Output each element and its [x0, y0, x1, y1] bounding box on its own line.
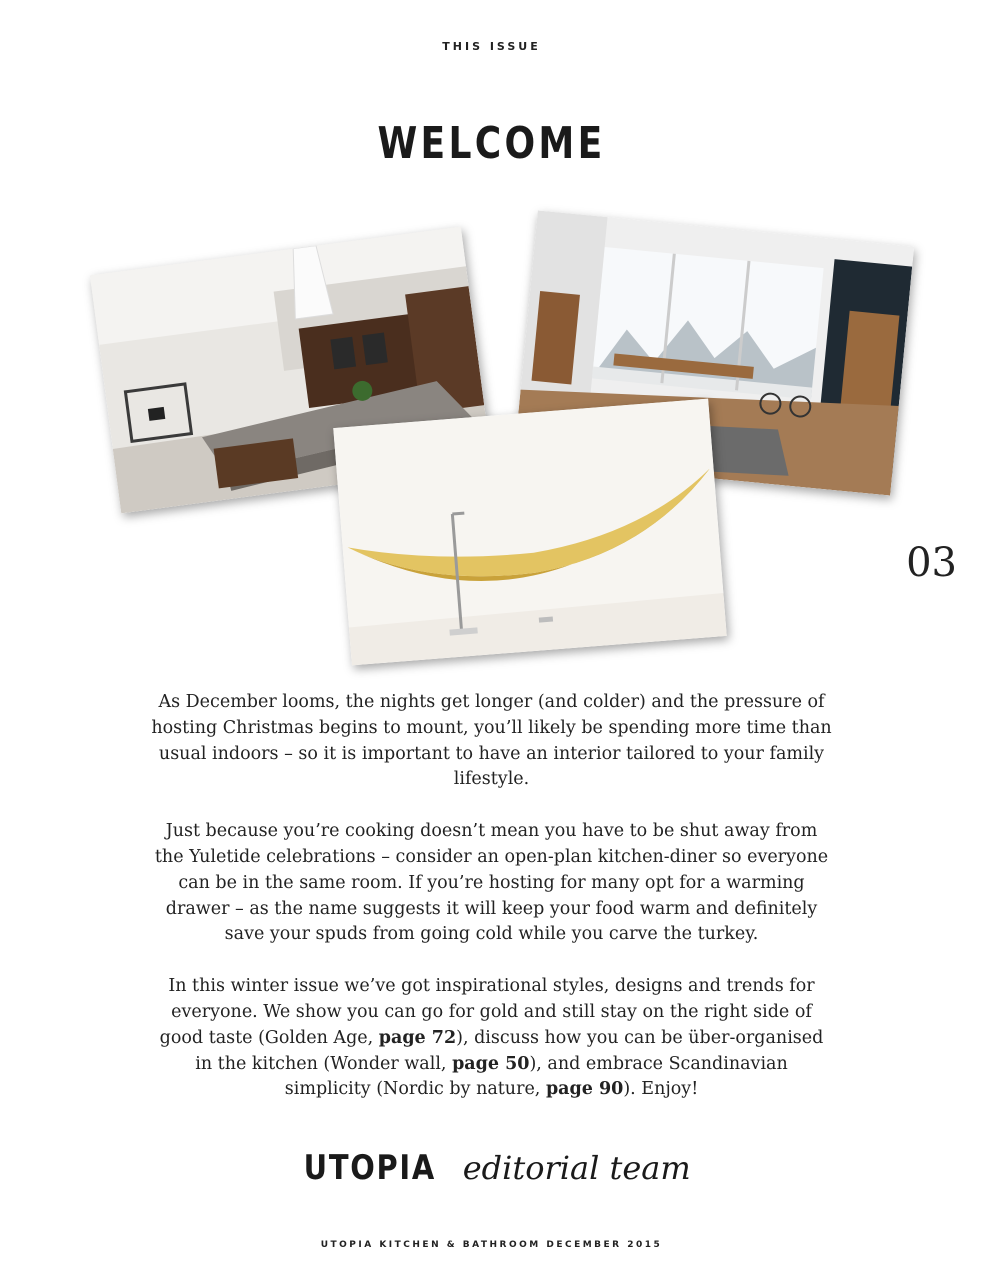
- signature-brand: UTOPIA: [303, 1148, 437, 1188]
- issue-text-4: ). Enjoy!: [623, 1079, 699, 1100]
- signature-script: editorial team: [462, 1149, 691, 1187]
- section-kicker: THIS ISSUE: [442, 40, 541, 53]
- paragraph-kitchen: Just because you’re cooking doesn’t mean you have to be shut away from the Yuletide celebrations – consider an open-plan kitchen-diner so everyone can be in the same room. If you’re hosting for many opt for a warming drawer – as the name suggests it will keep your food warm and definitely save your spuds from going cold while you carve the turkey.: [154, 821, 829, 945]
- paragraph-issue: [150, 974, 833, 1103]
- page-footer: UTOPIA KITCHEN & BATHROOM DECEMBER 2015: [320, 1240, 663, 1250]
- page-title: WELCOME: [377, 118, 606, 169]
- issue-text-2: ), discuss how you can be über-organised in the kitchen (Wonder wall,: [195, 1027, 824, 1074]
- golden-bath-photo: [333, 399, 727, 666]
- page-ref-wonder-wall[interactable]: page 50: [452, 1053, 530, 1074]
- issue-text-1: In this winter issue we’ve got inspirational styles, designs and trends for everyone. We show you can go for gold and still stay on the right side of good taste (Golden Age,: [159, 976, 815, 1048]
- paragraph-intro: As December looms, the nights get longer (and colder) and the pressure of hosting Christmas begins to mount, you’ll likely be spending more time than usual indoors – so it is important to have an interior tailored to your family lifestyle.: [151, 692, 832, 790]
- page-ref-nordic[interactable]: page 90: [545, 1079, 624, 1100]
- signature: [0, 1148, 983, 1188]
- page-ref-golden-age[interactable]: page 72: [378, 1027, 457, 1048]
- golden-hammock-bath-illustration: [333, 399, 727, 666]
- page-number: 03: [906, 540, 957, 586]
- issue-text-3: ), and embrace Scandinavian simplicity (Nordic by nature,: [284, 1053, 788, 1100]
- editorial-body: [150, 690, 833, 1129]
